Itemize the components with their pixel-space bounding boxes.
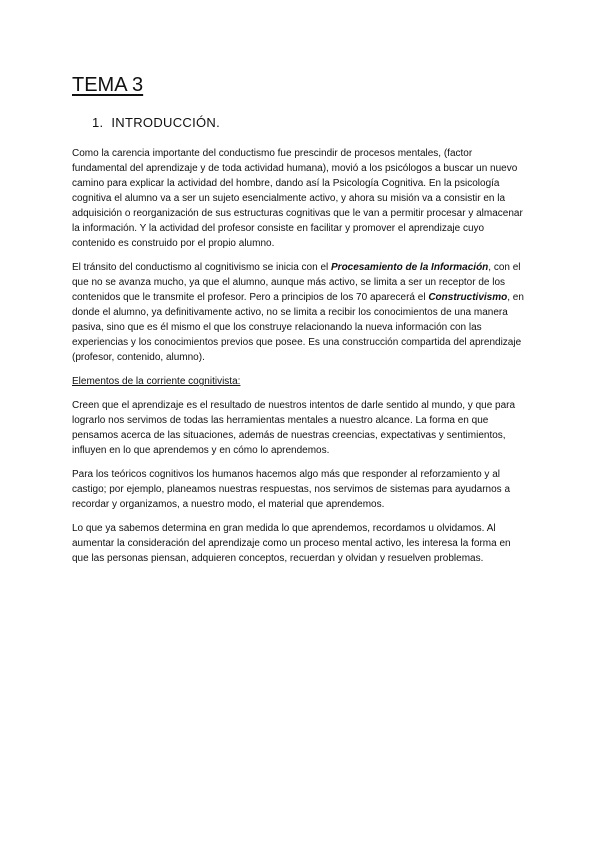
document-body — [72, 146, 528, 575]
section-heading-text: INTRODUCCIÓN. — [111, 115, 220, 130]
emphasis-constructivismo: Constructivismo — [428, 292, 508, 303]
paragraph-teoricos: Para los teóricos cognitivos los humanos hacemos algo más que responder al reforzamiento y al castigo; por ejemplo, planeamos nuestras respuestas, nos servimos de sistemas para ayudarnos a recordar y organizamos, a nuestro modo, el material que aprendemos. — [72, 469, 511, 510]
paragraph-intro: Como la carencia importante del conductismo fue prescindir de procesos mentales, (factor fundamental del aprendizaje y de toda actividad humana), movió a los psicólogos a buscar un nuevo camino para explicar la actividad del hombre, dando así la Psicología Cognitiva. En la psicología cognitiva el alumno va a ser un sujeto esencialmente activo, y ahora su misión va a consistir en la adquisición o reorganización de sus estructuras cognitivas que le van a permitir procesar y almacenar la información. Y la actividad del profesor consiste en facilitar y promover el aprendizaje cuyo contenido es construido por el propio alumno. — [72, 148, 523, 249]
paragraph-conclusion: Lo que ya sabemos determina en gran medida lo que aprendemos, recordamos u olvidamos. Al aumentar la consideración del aprendizaje como un proceso mental activo, les interesa la forma en que las personas piensan, adquieren conceptos, recuerdan y olvidan y resuelven problemas. — [72, 523, 511, 564]
subheading-elementos: Elementos de la corriente cognitivista: — [72, 376, 241, 387]
section-heading — [92, 115, 220, 131]
section-number: 1. — [92, 115, 104, 130]
page-title: TEMA 3 — [72, 74, 144, 96]
paragraph-transition-part3: , en donde el alumno, ya definitivamente activo, no se limita a recibir los conocimientos de una manera pasiva, sino que es él mismo el que los construye relacionando la nueva información con las experiencias y los conocimientos previos que posee. Es una construcción compartida del aprendizaje (profesor, contenido, alumno). — [72, 292, 524, 363]
paragraph-transition — [72, 260, 528, 365]
paragraph-transition-part1: El tránsito del conductismo al cognitivismo se inicia con el — [72, 262, 332, 273]
emphasis-procesamiento: Procesamiento de la Información — [331, 262, 489, 273]
paragraph-aprendizaje: Creen que el aprendizaje es el resultado de nuestros intentos de darle sentido al mundo, y que para lograrlo nos servimos de todas las herramientas mentales a nuestro alcance. La forma en que pensamos acerca de las situaciones, además de nuestras creencias, expectativas y sentimientos, influyen en lo que aprendemos y en cómo lo aprendemos. — [72, 400, 516, 456]
paragraph-transition-part2: , con el que no se avanza mucho, ya que el alumno, aunque más activo, se limita a ser un receptor de los contenidos que le transmite el profesor. Pero a principios de los 70 aparecerá el — [72, 262, 521, 303]
